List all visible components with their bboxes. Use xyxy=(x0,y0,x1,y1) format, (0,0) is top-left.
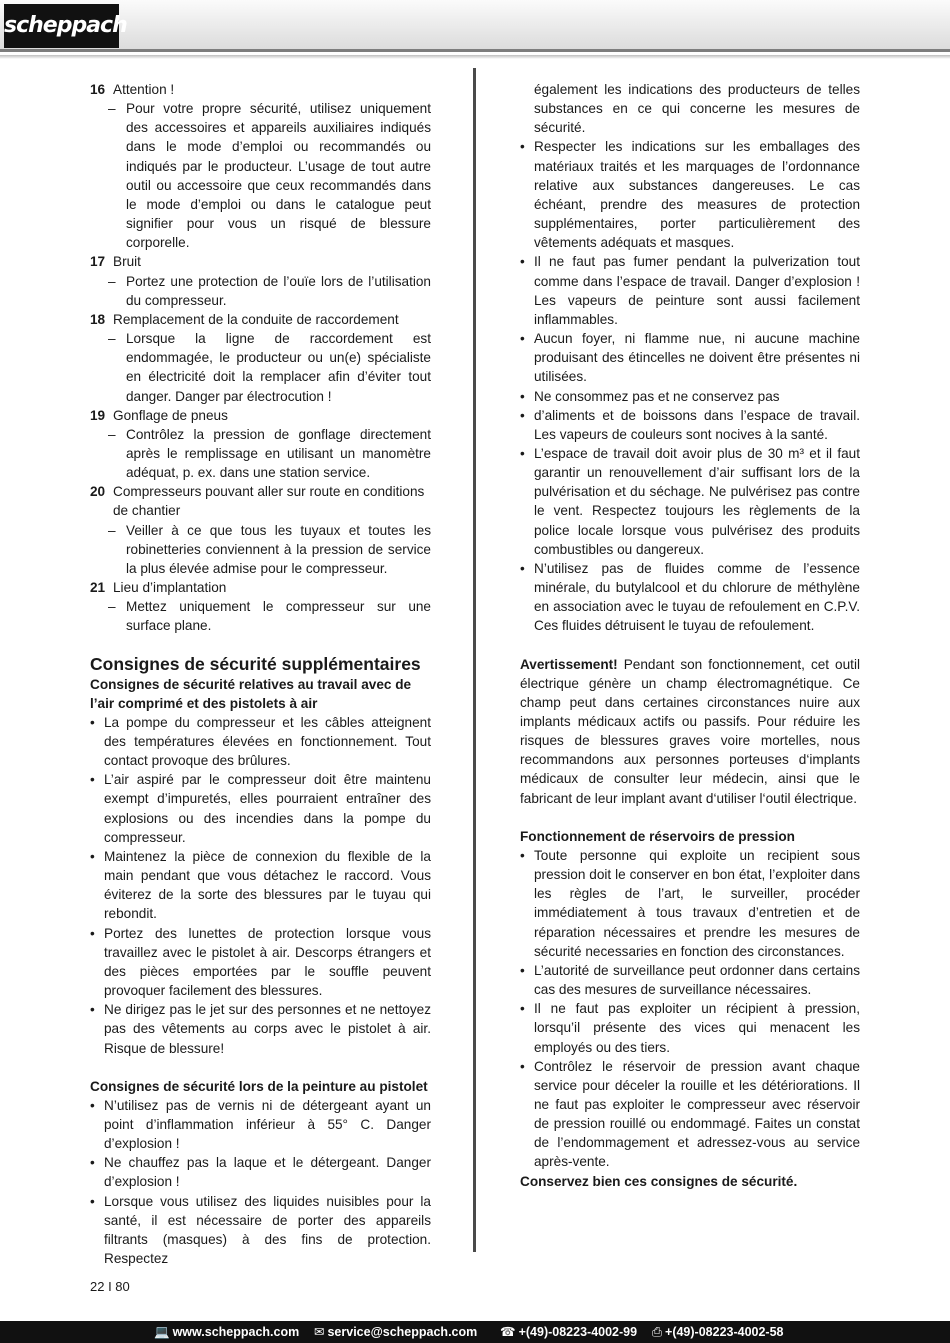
bullet-text: Ne dirigez pas le jet sur des personnes et ne nettoyez pas des vêtements au corps avec le pistolet à air. Risque de blessure! xyxy=(104,1002,431,1056)
bullet-item xyxy=(520,1057,860,1172)
pressure-vessel-bullet-list xyxy=(520,846,860,1172)
bullet-item xyxy=(90,1096,431,1153)
dash-item xyxy=(90,329,431,406)
bullet-item xyxy=(520,559,860,636)
spray-painting-bullet-list xyxy=(90,1096,431,1268)
dash-text: Veiller à ce que tous les tuyaux et toutes les robinetteries conviennent à la pression de service la plus élevée admise pour le compresseur. xyxy=(126,522,431,576)
item-title: Gonflage de pneus xyxy=(113,407,228,423)
bullet-marker: • xyxy=(520,1001,525,1017)
bullet-marker: • xyxy=(90,925,95,941)
numbered-item xyxy=(90,578,431,597)
left-column xyxy=(90,80,431,1268)
continuation-text: également les indications des producteurs de telles substances en ce qui concerne les mesures de sécurité. xyxy=(534,82,860,136)
bullet-text: Respecter les indications sur les emballages des matériaux traités et les marquages de l’ordonnance relative aux substances dangereuses. Le cas échéant, prendre des measures de protection supplémentaires, porter particulièrement des vêtements adéquats et masques. xyxy=(534,139,860,251)
item-title: Attention ! xyxy=(113,82,175,97)
item-number: 20 xyxy=(90,484,106,500)
bullet-text: Toute personne qui exploite un recipient sous pression doit le conserver en bon état, l’exploiter dans les règles de l’art, le surveiller, procéder immédiatement à tous travaux d’entretien et de réparation nécessaires et prendre les mesures de sécurité necessaries en fonction des circonstances. xyxy=(534,847,860,959)
bullet-marker: • xyxy=(520,331,525,347)
bullet-text: N’utilisez pas de vernis ni de détergeant ayant un point d’inflammation inférieur à 55° C. Danger d’explosion ! xyxy=(104,1097,431,1152)
spacer xyxy=(90,1058,431,1077)
dash-marker: – xyxy=(108,522,116,538)
bullet-marker: • xyxy=(520,560,525,576)
dash-marker: – xyxy=(108,331,116,347)
pressure-vessel-title: Fonctionnement de réservoirs de pression xyxy=(520,828,795,844)
bullet-text: Il ne faut pas fumer pendant la pulverization tout comme dans l’espace de travail. Danger d’explosion ! Les vapeurs de peinture sont aussi facilement inflammables. xyxy=(534,254,860,327)
bullet-text: Il ne faut pas exploiter un récipient à pression, lorsqu’il présente des vices qui menacent les employés ou des tiers. xyxy=(534,1001,860,1055)
section-title: Consignes de sécurité supplémentaires xyxy=(90,653,421,674)
website-text: www.scheppach.com xyxy=(172,1325,300,1339)
dash-item xyxy=(90,272,431,310)
item-title: Remplacement de la conduite de raccordement xyxy=(113,311,399,327)
bullet-text: N’utilisez pas de fluides comme de l’essence minérale, du butylalcool et du chlorure de méthylène en association avec le tuyau de refoulement en C.P.V. Ces fluides détruisent le tuyau de refoulement. xyxy=(534,560,860,634)
bullet-item xyxy=(520,999,860,1056)
bullet-marker: • xyxy=(90,1097,95,1113)
email-text: service@scheppach.com xyxy=(327,1325,478,1339)
bullet-marker: • xyxy=(520,139,525,155)
mail-icon: ✉ xyxy=(314,1325,325,1339)
bullet-item xyxy=(90,1192,431,1269)
bullet-text: La pompe du compresseur et les câbles atteignent des températures élevées en fonctionnement. Tout contact provoque des brûlures. xyxy=(104,714,431,769)
compressed-air-bullet-list xyxy=(90,713,431,1058)
dash-marker: – xyxy=(108,273,116,289)
bullet-marker: • xyxy=(520,407,525,423)
page-header xyxy=(0,0,950,52)
phone-text: +(49)-08223-4002-99 xyxy=(518,1325,638,1339)
bullet-marker: • xyxy=(90,772,95,788)
bullet-text: Maintenez la pièce de connexion du flexible de la main pendant que vous détachez le raccord. Vous éviterez de la sorte des blessures par le tuyau qui rebondit. xyxy=(104,848,431,922)
bullet-text: L’air aspiré par le compresseur doit être maintenu exempt d’impuretés, elles pourraient entraîner des explosions ou des incendies dans la pompe du compresseur. xyxy=(104,772,431,845)
footer-website[interactable] xyxy=(154,1321,299,1343)
dash-text: Mettez uniquement le compresseur sur une surface plane. xyxy=(126,599,431,634)
bullet-text: Aucun foyer, ni flamme nue, ni aucune machine produisant des étincelles ne doivent être présentes ni utilisées. xyxy=(534,331,860,385)
bullet-marker: • xyxy=(90,714,95,730)
bullet-marker: • xyxy=(90,1193,95,1209)
bullet-marker: • xyxy=(90,1155,95,1171)
item-number: 21 xyxy=(90,580,106,596)
bullet-text: Contrôlez le réservoir de pression avant chaque service pour déceler la rouille et les détériorations. Il ne faut pas exploiter le compresseur avec réservoir de pression rouillé ou endommagé. Faites un constat de l’endommagement et adressez-vous au service après-vente. xyxy=(534,1058,860,1170)
bullet-item xyxy=(520,252,860,329)
item-title: Bruit xyxy=(113,254,141,270)
bullet-item xyxy=(520,387,860,406)
bullet-marker: • xyxy=(520,962,525,978)
page-number: 22 I 80 xyxy=(90,1279,130,1294)
bullet-text: Ne chauffez pas la laque et le détergeant. Danger d’explosion ! xyxy=(104,1155,431,1190)
phone-icon: ☎ xyxy=(500,1325,516,1339)
numbered-item xyxy=(90,310,431,329)
footer-fax xyxy=(652,1321,784,1343)
spray-painting-bullet-list-continued xyxy=(520,137,860,635)
fax-icon: ⎙ xyxy=(652,1325,663,1339)
dash-marker: – xyxy=(108,426,116,442)
dash-text: Contrôlez la pression de gonflage directement après le remplissage en utilisant un manomètre adéquat, p. ex. dans une station service. xyxy=(126,426,431,481)
bullet-marker: • xyxy=(520,847,525,863)
bullet-text: Portez des lunettes de protection lorsque vous travaillez avec le pistolet à air. Descorps étrangers et des pièces emportées par le souffle peuvent provoquer facilement des blessures. xyxy=(104,925,431,999)
header-shadow xyxy=(0,55,950,59)
scheppach-logo: scheppach xyxy=(4,4,119,48)
bullet-item xyxy=(520,137,860,252)
column-divider xyxy=(473,68,476,1252)
footer-email[interactable] xyxy=(314,1321,477,1343)
bullet-item xyxy=(90,770,431,847)
page-footer xyxy=(0,1321,950,1343)
spacer xyxy=(520,636,860,655)
item-number: 16 xyxy=(90,82,106,97)
numbered-item xyxy=(90,482,431,520)
subsection-title-spray-painting: Consignes de sécurité lors de la peinture au pistolet xyxy=(90,1078,428,1094)
dash-marker: – xyxy=(108,599,116,615)
footer-phone[interactable] xyxy=(500,1321,637,1343)
dash-marker: – xyxy=(108,101,116,117)
dash-item xyxy=(90,521,431,578)
bullet-item xyxy=(520,846,860,961)
bullet-item xyxy=(90,1000,431,1057)
bullet-item xyxy=(90,924,431,1001)
item-number: 17 xyxy=(90,254,106,270)
bullet-marker: • xyxy=(520,254,525,270)
bullet-marker: • xyxy=(520,388,525,404)
item-number: 18 xyxy=(90,311,106,327)
warning-label: Avertissement! xyxy=(520,656,618,672)
dash-item xyxy=(90,597,431,635)
numbered-safety-list xyxy=(90,80,431,636)
item-title: Compresseurs pouvant aller sur route en conditions de chantier xyxy=(113,484,425,519)
bullet-text: Lorsque vous utilisez des liquides nuisibles pour la santé, il est nécessaire de porter des appareils filtrants (masques) à des fins de protection. Respectez xyxy=(104,1193,431,1267)
item-title: Lieu d’implantation xyxy=(113,580,227,596)
numbered-item xyxy=(90,252,431,271)
bullet-item xyxy=(520,329,860,386)
computer-icon: 💻 xyxy=(154,1325,170,1339)
bullet-text: L’autorité de surveillance peut ordonner dans certains cas des mesures de surveillance nécessaires. xyxy=(534,962,860,998)
spacer xyxy=(520,808,860,827)
bullet-marker: • xyxy=(520,1058,525,1074)
bullet-marker: • xyxy=(90,1002,95,1018)
bullet-item xyxy=(520,406,860,444)
dash-text: Pour votre propre sécurité, utilisez uniquement des accessoires et appareils auxiliaires indiqués dans le mode d’emploi ou recommandés ou indiqués par le producteur. L’usage de tout autre outil ou accessoire que ceux recommandés dans le mode d’emploi ou dans le catalogue peut signifier pour vous un risqué de blessure corporelle. xyxy=(126,101,431,251)
bullet-item xyxy=(90,847,431,924)
bullet-item xyxy=(90,1153,431,1191)
bullet-text: d’aliments et de boissons dans l’espace de travail. Les vapeurs de couleurs sont nocives à la santé. xyxy=(534,407,860,442)
bullet-item xyxy=(520,444,860,559)
numbered-item xyxy=(90,80,431,99)
bullet-item xyxy=(90,713,431,770)
bullet-text: L’espace de travail doit avoir plus de 30 m³ et il faut garantir un renouvellement d’air suffisant lors de la pulvérisation et du séchage. Ne pulvérisez pas contre le vent. Respectez toujours les règlements de la police locale lorsque vous pulvérisez des produits combustibles ou dangereux. xyxy=(534,445,860,557)
item-number: 19 xyxy=(90,407,106,423)
dash-text: Lorsque la ligne de raccordement est endommagée, le producteur ou un(e) spécialiste en électricité doit la remplacer afin d’éviter tout danger. Danger par électrocution ! xyxy=(126,331,431,404)
bullet-text: Ne consommez pas et ne conservez pas xyxy=(534,388,780,404)
bullet-marker: • xyxy=(90,848,95,864)
dash-item xyxy=(90,425,431,482)
numbered-item xyxy=(90,406,431,425)
fax-text: +(49)-08223-4002-58 xyxy=(665,1325,784,1339)
right-column xyxy=(520,80,860,1191)
dash-text: Portez une protection de l’ouïe lors de l’utilisation du compresseur. xyxy=(126,273,431,308)
bullet-marker: • xyxy=(520,445,525,461)
closing-note: Conservez bien ces consignes de sécurité. xyxy=(520,1173,798,1189)
subsection-title-compressed-air: Consignes de sécurité relatives au travail avec de l’air comprimé et des pistolets à air xyxy=(90,676,412,711)
warning-paragraph xyxy=(520,655,860,808)
warning-text: Pendant son fonctionnement, cet outil électrique génère un champ électromagnétique. Ce champ peut dans certaines circonstances nuire aux implants médicaux actifs ou passifs. Pour réduire les risques de blessures graves voire mortelles, nous recommandons aux personnes porteuses d‘implants médicaux de consulter leur médecin, ainsi que le fabricant de leur implant avant d‘utiliser l‘outil électrique. xyxy=(520,656,860,806)
bullet-item xyxy=(520,961,860,999)
dash-item xyxy=(90,99,431,252)
